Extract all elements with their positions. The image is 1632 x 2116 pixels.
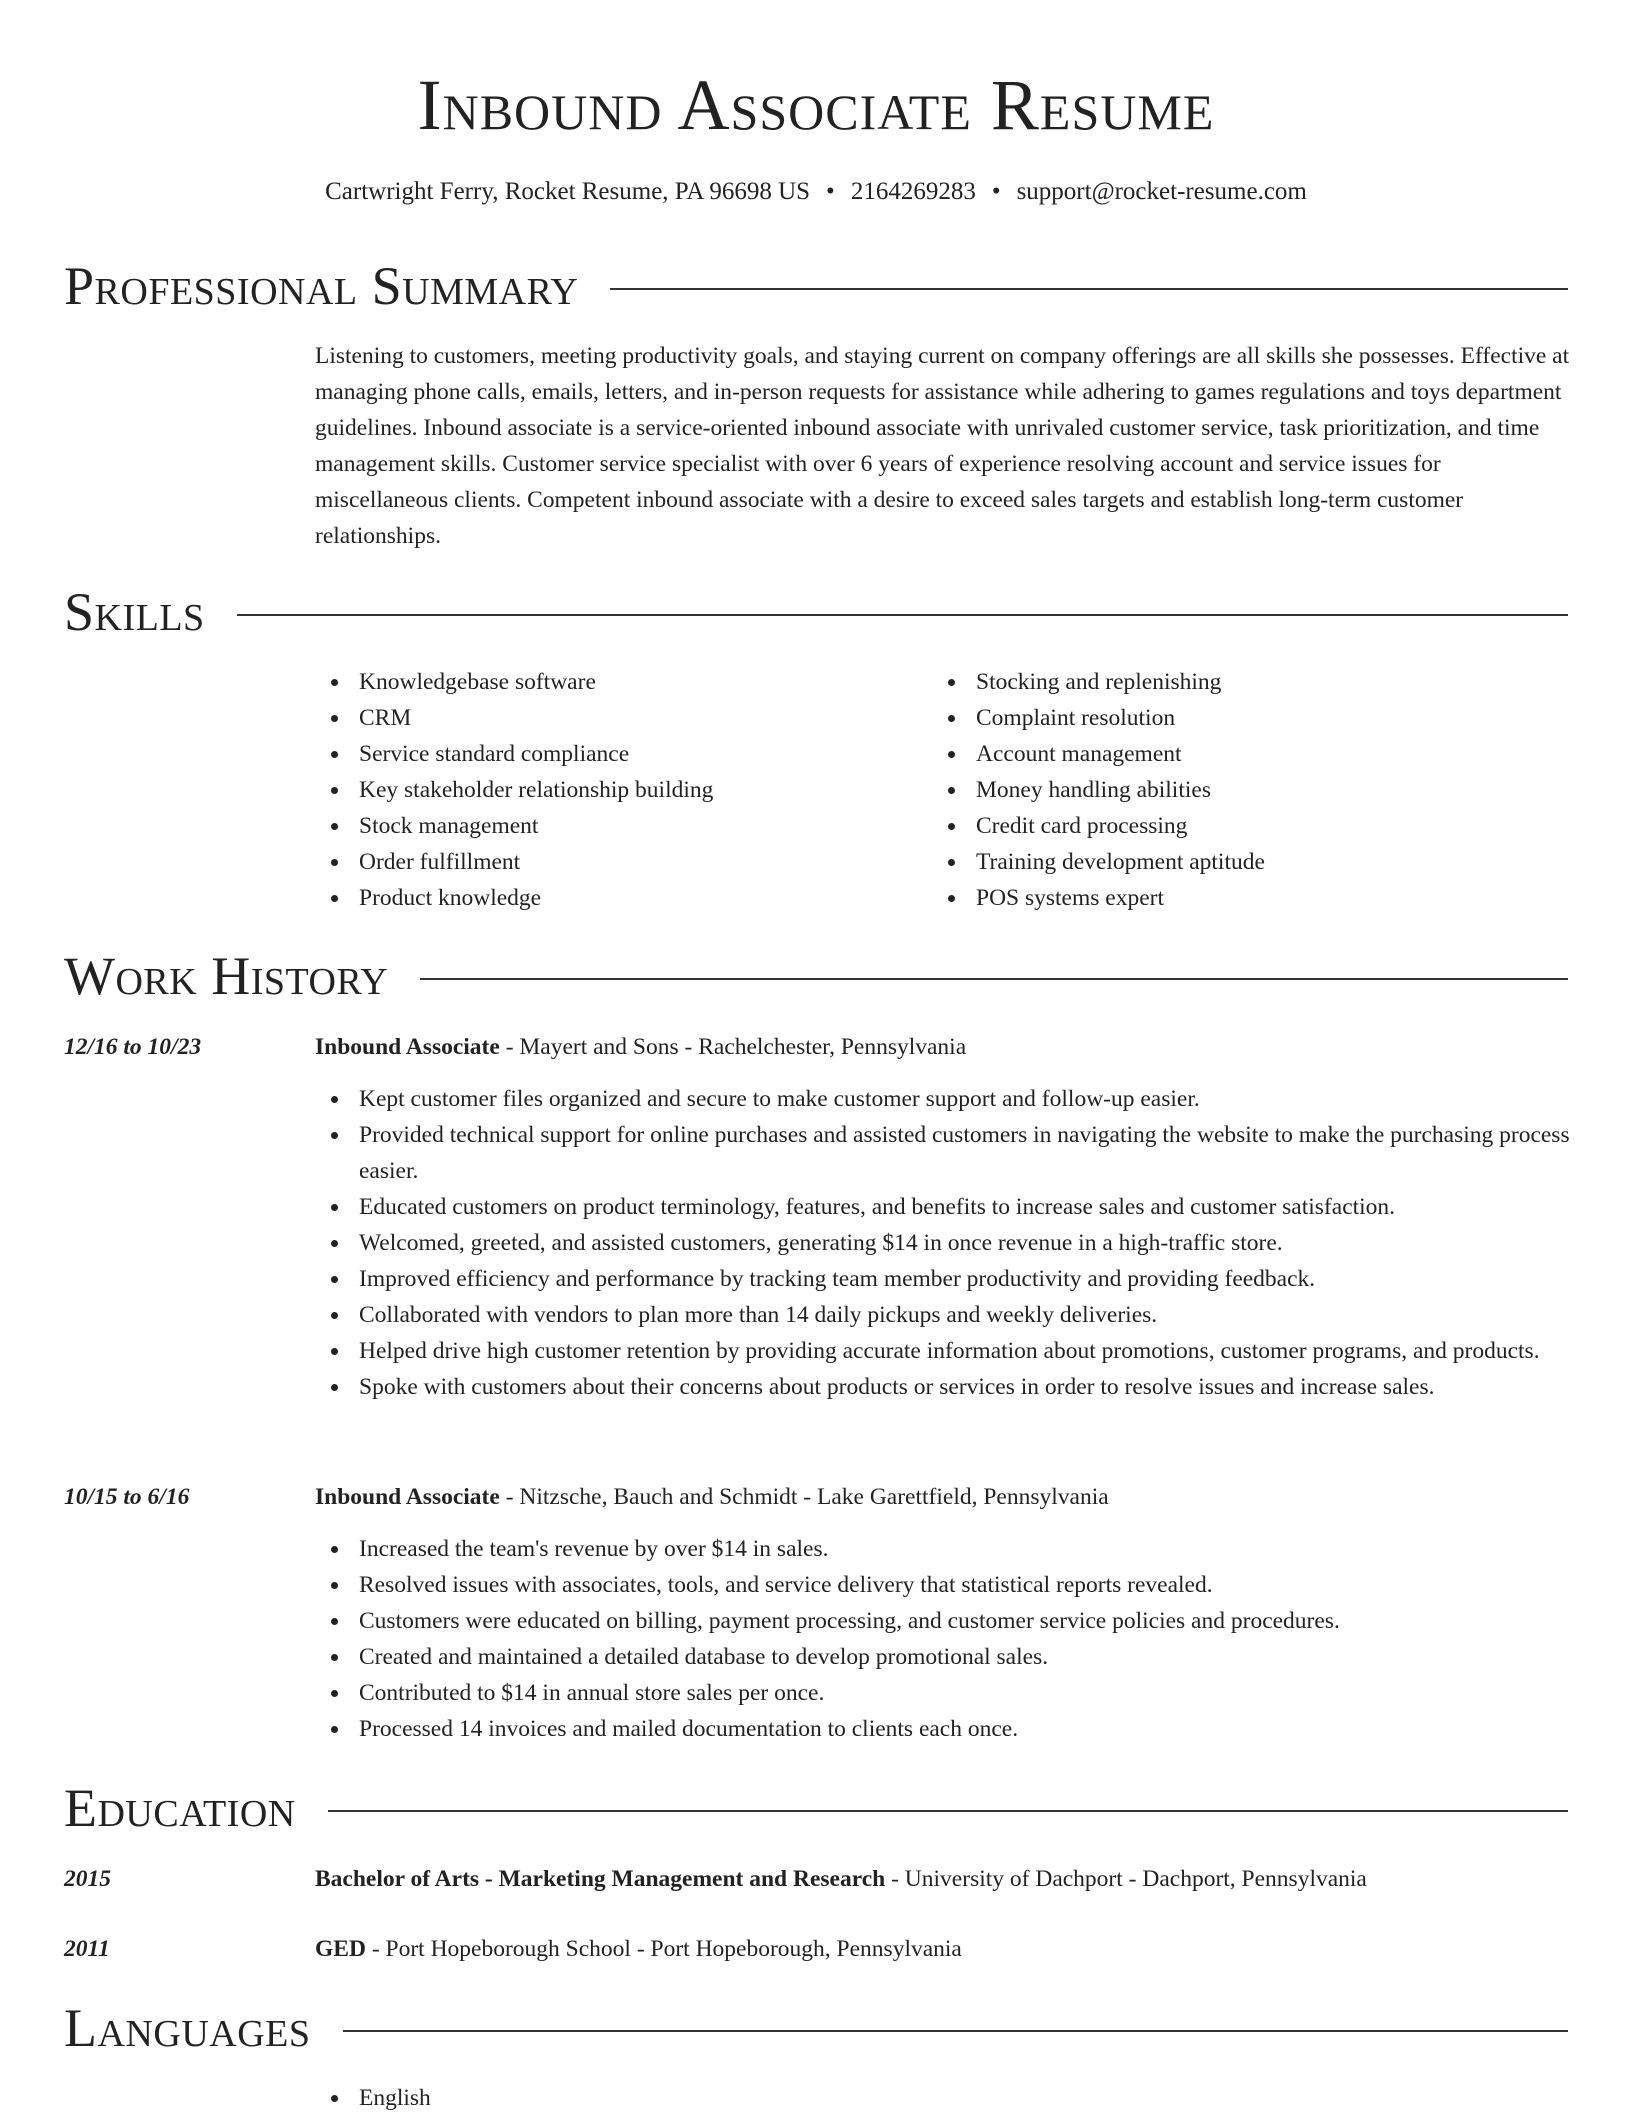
education-degree: GED — [315, 1936, 366, 1962]
skill-item: Knowledgebase software — [315, 664, 915, 700]
job-duties-list — [315, 1531, 1575, 1747]
job-duty: Created and maintained a detailed database to develop promotional sales. — [315, 1639, 1575, 1675]
job-header — [315, 1479, 1575, 1515]
job-duty: Welcomed, greeted, and assisted customers, generating $14 in once revenue in a high-traffic store. — [315, 1225, 1575, 1261]
section-divider — [328, 1810, 1568, 1812]
education-school: - University of Dachport - Dachport, Pennsylvania — [885, 1866, 1367, 1892]
resume-title: Inbound Associate Resume — [417, 65, 1215, 145]
job-title: Inbound Associate — [315, 1484, 500, 1510]
skills-left-column — [315, 664, 915, 916]
job-duty: Customers were educated on billing, payment processing, and customer service policies and procedures. — [315, 1603, 1575, 1639]
skill-item: Account management — [932, 736, 1532, 772]
summary-heading: Professional Summary — [64, 256, 579, 316]
skill-item: Money handling abilities — [932, 772, 1532, 808]
skill-item: Stocking and replenishing — [932, 664, 1532, 700]
section-divider — [610, 288, 1568, 290]
job-dates: 12/16 to 10/23 — [64, 1034, 202, 1060]
skill-item: Key stakeholder relationship building — [315, 772, 915, 808]
job-duty: Helped drive high customer retention by providing accurate information about promotions, customer programs, and products. — [315, 1333, 1575, 1369]
skill-item: CRM — [315, 700, 915, 736]
job-duty: Resolved issues with associates, tools, and service delivery that statistical reports revealed. — [315, 1567, 1575, 1603]
languages-heading: Languages — [64, 1998, 311, 2058]
education-heading: Education — [64, 1778, 296, 1838]
job-dates: 10/15 to 6/16 — [64, 1484, 190, 1510]
skill-item: Credit card processing — [932, 808, 1532, 844]
job-duty: Processed 14 invoices and mailed documentation to clients each once. — [315, 1711, 1575, 1747]
skill-item: Product knowledge — [315, 880, 915, 916]
summary-section-header — [64, 254, 1568, 318]
skills-right-column — [932, 664, 1532, 916]
job-title: Inbound Associate — [315, 1034, 500, 1060]
job-duty: Increased the team's revenue by over $14 in sales. — [315, 1531, 1575, 1567]
skill-item: Training development aptitude — [932, 844, 1532, 880]
job-employer-location: - Mayert and Sons - Rachelchester, Pennsylvania — [499, 1034, 967, 1060]
contact-separator: • — [826, 178, 835, 205]
contact-address: Cartwright Ferry, Rocket Resume, PA 96698 US — [325, 178, 811, 205]
education-entry — [315, 1931, 1575, 1967]
section-divider — [420, 978, 1568, 980]
job-duty: Collaborated with vendors to plan more than 14 daily pickups and weekly deliveries. — [315, 1297, 1575, 1333]
job-employer-location: - Nitzsche, Bauch and Schmidt - Lake Garettfield, Pennsylvania — [499, 1484, 1109, 1510]
section-divider — [237, 614, 1568, 616]
section-divider — [343, 2030, 1569, 2032]
education-section-header — [64, 1776, 1568, 1840]
job-duty: Provided technical support for online purchases and assisted customers in navigating the website to make the purchasing process easier. — [315, 1117, 1575, 1189]
contact-separator: • — [991, 178, 1001, 205]
contact-phone: 2164269283 — [850, 178, 976, 205]
job-duty: Educated customers on product terminology, features, and benefits to increase sales and customer satisfaction. — [315, 1189, 1575, 1225]
work-heading: Work History — [64, 946, 389, 1006]
summary-text: Listening to customers, meeting productivity goals, and staying current on company offerings are all skills she possesses. Effective at managing phone calls, emails, letters, and in-person requests for assistance while adhering to games regulations and toys department guidelines. Inbound associate is a service-oriented inbound associate with unrivaled customer service, task prioritization, and time management skills. Customer service specialist with over 6 years of experience resolving account and service issues for miscellaneous clients. Competent inbound associate with a desire to exceed sales targets and establish long-term customer relationships. — [315, 343, 1570, 549]
skill-item: Stock management — [315, 808, 915, 844]
work-section-header — [64, 944, 1568, 1008]
education-year: 2015 — [64, 1866, 111, 1892]
skills-section-header — [64, 580, 1568, 644]
job-header — [315, 1029, 1575, 1065]
job-duty: Kept customer files organized and secure to make customer support and follow-up easier. — [315, 1081, 1575, 1117]
languages-list — [315, 2080, 1575, 2116]
skill-item: POS systems expert — [932, 880, 1532, 916]
education-degree: Bachelor of Arts - Marketing Management and Research — [315, 1866, 886, 1892]
language-item: English — [315, 2080, 1575, 2116]
education-entry — [315, 1861, 1575, 1897]
skill-item: Order fulfillment — [315, 844, 915, 880]
job-duties-list — [315, 1081, 1575, 1405]
education-school: - Port Hopeborough School - Port Hopeborough, Pennsylvania — [365, 1936, 962, 1962]
skills-heading: Skills — [64, 582, 205, 642]
languages-section-header — [64, 1996, 1568, 2060]
job-duty: Improved efficiency and performance by tracking team member productivity and providing feedback. — [315, 1261, 1575, 1297]
skill-item: Service standard compliance — [315, 736, 915, 772]
education-year: 2011 — [64, 1936, 110, 1962]
job-duty: Contributed to $14 in annual store sales per once. — [315, 1675, 1575, 1711]
contact-email: support@rocket-resume.com — [1016, 178, 1307, 205]
contact-line — [0, 176, 1632, 208]
job-duty: Spoke with customers about their concerns about products or services in order to resolve issues and increase sales. — [315, 1369, 1575, 1405]
skill-item: Complaint resolution — [932, 700, 1532, 736]
